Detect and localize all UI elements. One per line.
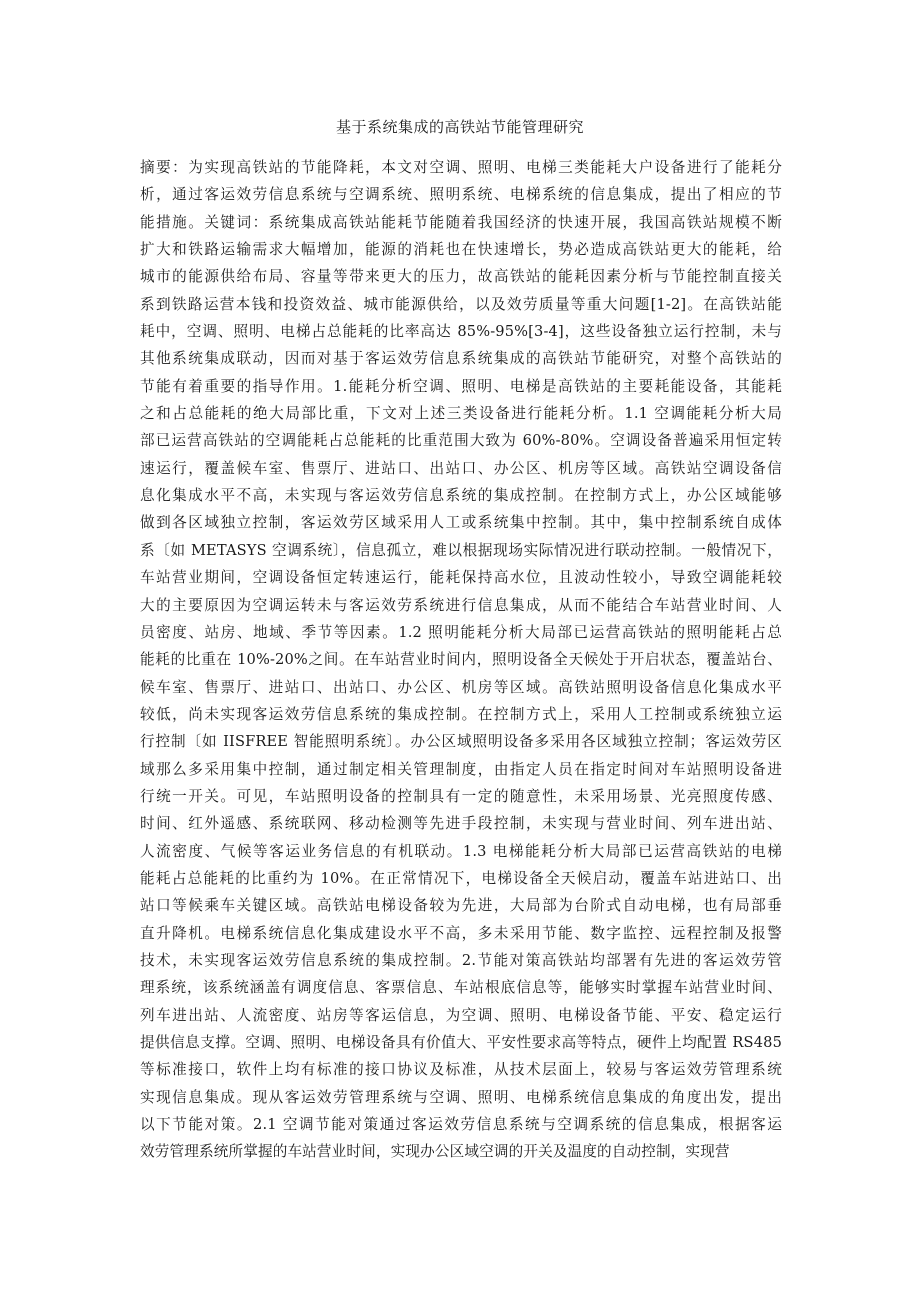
body-line: 能耗的比重在 10%-20%之间。在车站营业时间内，照明设备全天候处于开启状态，覆盖站台、 xyxy=(140,651,782,669)
body-line: 速运行，覆盖候车室、售票厅、进站口、出站口、办公区、机房等区域。高铁站空调设备信 xyxy=(140,459,782,477)
body-line: 站口等候乘车关键区域。高铁站电梯设备较为先进，大局部为台阶式自动电梯，也有局部垂 xyxy=(140,897,782,915)
body-line: 耗中，空调、照明、电梯占总能耗的比率高达 85%-95%[3-4]，这些设备独立运行控制，未与 xyxy=(140,323,782,341)
body-line: 列车进出站、人流密度、站房等客运信息，为空调、照明、电梯设备节能、平安、稳定运行 xyxy=(140,1006,782,1024)
body-line: 时间、红外遥感、系统联网、移动检测等先进手段控制，未实现与营业时间、列车进出站、 xyxy=(140,815,782,833)
body-line: 能耗占总能耗的比重约为 10%。在正常情况下，电梯设备全天候启动，覆盖车站进站口、出 xyxy=(140,869,782,887)
body-line: 系到铁路运营本钱和投资效益、城市能源供给，以及效劳质量等重大问题[1-2]。在高铁站能 xyxy=(140,295,782,313)
body-line: 技术，未实现客运效劳信息系统的集成控制。2.节能对策高铁站均部署有先进的客运效劳管 xyxy=(140,951,782,969)
body-line: 理系统，该系统涵盖有调度信息、客票信息、车站根底信息等，能够实时掌握车站营业时间、 xyxy=(140,979,782,997)
body-line: 大的主要原因为空调运转未与客运效劳系统进行信息集成，从而不能结合车站营业时间、人 xyxy=(140,596,782,614)
body-line: 车站营业期间，空调设备恒定转速运行，能耗保持高水位，且波动性较小，导致空调能耗较 xyxy=(140,569,782,587)
body-line: 较低，尚未实现客运效劳信息系统的集成控制。在控制方式上，采用人工控制或系统独立运 xyxy=(140,705,782,723)
document-title: 基于系统集成的高铁站节能管理研究 xyxy=(335,118,584,136)
body-line: 部已运营高铁站的空调能耗占总能耗的比重范围大致为 60%-80%。空调设备普遍采用恒定转 xyxy=(140,432,782,450)
body-line: 做到各区域独立控制，客运效劳区域采用人工或系统集中控制。其中，集中控制系统自成体 xyxy=(140,514,782,532)
body-line: 效劳管理系统所掌握的车站营业时间，实现办公区域空调的开关及温度的自动控制，实现营 xyxy=(140,1143,730,1161)
body-line: 析，通过客运效劳信息系统与空调系统、照明系统、电梯系统的信息集成，提出了相应的节 xyxy=(140,186,782,204)
body-line: 之和占总能耗的绝大局部比重，下文对上述三类设备进行能耗分析。1.1 空调能耗分析大局 xyxy=(140,405,782,423)
body-line: 实现信息集成。现从客运效劳管理系统与空调、照明、电梯系统信息集成的角度出发，提出 xyxy=(140,1088,782,1106)
body-line: 其他系统集成联动，因而对基于客运效劳信息系统集成的高铁站节能研究，对整个高铁站的 xyxy=(140,350,782,368)
body-line: 城市的能源供给布局、容量等带来更大的压力，故高铁站的能耗因素分析与节能控制直接关 xyxy=(140,268,782,286)
body-line: 节能有着重要的指导作用。1.能耗分析空调、照明、电梯是高铁站的主要耗能设备，其能耗 xyxy=(140,377,782,395)
body-line: 人流密度、气候等客运业务信息的有机联动。1.3 电梯能耗分析大局部已运营高铁站的电梯 xyxy=(140,842,782,860)
body-line: 能措施。关键词：系统集成高铁站能耗节能随着我国经济的快速开展，我国高铁站规模不断 xyxy=(140,213,782,231)
body-line: 等标准接口，软件上均有标准的接口协议及标准，从技术层面上，较易与客运效劳管理系统 xyxy=(140,1061,782,1079)
body-line: 以下节能对策。2.1 空调节能对策通过客运效劳信息系统与空调系统的信息集成，根据客运 xyxy=(140,1116,782,1134)
body-line: 直升降机。电梯系统信息化集成建设水平不高，多未采用节能、数字监控、远程控制及报警 xyxy=(140,924,782,942)
body-line: 摘要：为实现高铁站的节能降耗，本文对空调、照明、电梯三类能耗大户设备进行了能耗分 xyxy=(140,159,782,176)
body-line: 候车室、售票厅、进站口、出站口、办公区、机房等区域。高铁站照明设备信息化集成水平 xyxy=(140,678,782,696)
body-line: 员密度、站房、地域、季节等因素。1.2 照明能耗分析大局部已运营高铁站的照明能耗占总 xyxy=(140,623,782,641)
body-line: 行控制〔如 IISFREE 智能照明系统〕。办公区域照明设备多采用各区域独立控制；客运效劳区 xyxy=(140,733,782,751)
body-line: 提供信息支撑。空调、照明、电梯设备具有价值大、平安性要求高等特点，硬件上均配置 RS485 xyxy=(140,1034,782,1051)
body-line: 息化集成水平不高，未实现与客运效劳信息系统的集成控制。在控制方式上，办公区域能够 xyxy=(140,487,782,505)
body-line: 域那么多采用集中控制，通过制定相关管理制度，由指定人员在指定时间对车站照明设备进 xyxy=(140,760,782,778)
body-line: 系〔如 METASYS 空调系统〕，信息孤立，难以根据现场实际情况进行联动控制。一般情况下， xyxy=(140,541,782,559)
body-line: 扩大和铁路运输需求大幅增加，能源的消耗也在快速增长，势必造成高铁站更大的能耗，给 xyxy=(140,241,782,259)
document-body xyxy=(140,154,782,1166)
body-line: 行统一开关。可见，车站照明设备的控制具有一定的随意性，未采用场景、光亮照度传感、 xyxy=(140,787,782,805)
